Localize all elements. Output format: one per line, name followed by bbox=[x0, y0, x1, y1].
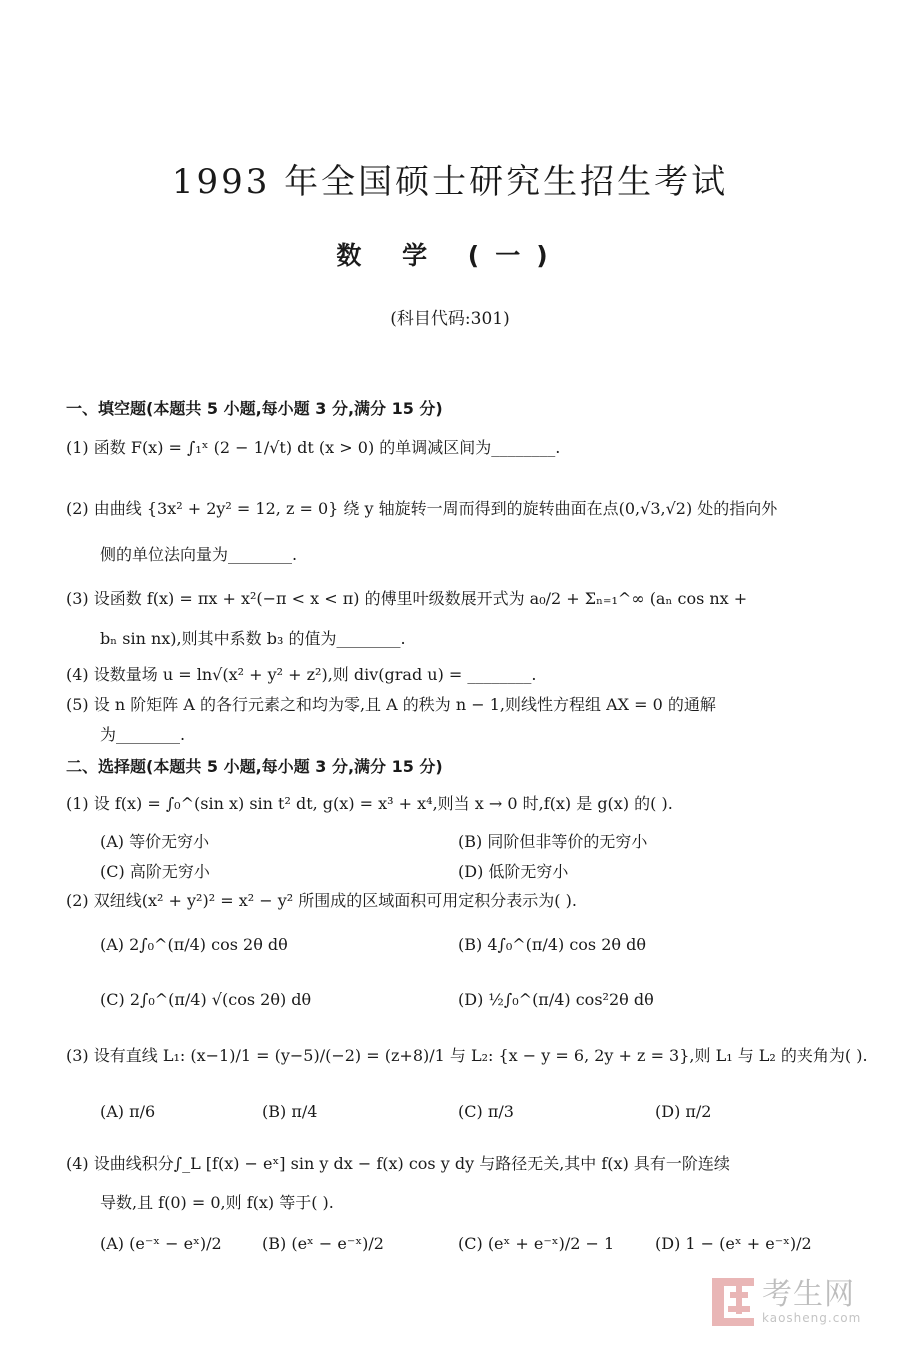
s2-q2-option-c: (C) 2∫₀^(π/4) √(cos 2θ) dθ bbox=[100, 990, 312, 1009]
s2-question-3: (3) 设有直线 L₁: (x−1)/1 = (y−5)/(−2) = (z+8)/1 与 L₂: {x − y = 6, 2y + z = 3},则 L₁ 与 L₂ 的夹角为( ). bbox=[66, 1046, 868, 1065]
exam-subject: 数 学 (一) bbox=[336, 241, 564, 270]
s2-q4-option-a: (A) (e⁻ˣ − eˣ)/2 bbox=[100, 1234, 222, 1253]
s1-question-5-cont: 为________. bbox=[100, 725, 186, 744]
s2-question-4-cont: 导数,且 f(0) = 0,则 f(x) 等于( ). bbox=[100, 1193, 334, 1212]
s1-question-2: (2) 由曲线 {3x² + 2y² = 12, z = 0} 绕 y 轴旋转一周而得到的旋转曲面在点(0,√3,√2) 处的指向外 bbox=[66, 499, 778, 518]
s1-question-5: (5) 设 n 阶矩阵 A 的各行元素之和均为零,且 A 的秩为 n − 1,则线性方程组 AX = 0 的通解 bbox=[66, 695, 716, 714]
s2-q1-option-b: (B) 同阶但非等价的无穷小 bbox=[458, 832, 648, 851]
section-1-heading: 一、填空题(本题共 5 小题,每小题 3 分,满分 15 分) bbox=[66, 399, 443, 418]
s2-q1-option-d: (D) 低阶无穷小 bbox=[458, 862, 569, 881]
s2-q2-option-d: (D) ½∫₀^(π/4) cos²2θ dθ bbox=[458, 990, 654, 1009]
s1-question-2-cont: 侧的单位法向量为________. bbox=[100, 545, 298, 564]
exam-title: 1993 年全国硕士研究生招生考试 bbox=[171, 162, 729, 202]
s2-q4-option-b: (B) (eˣ − e⁻ˣ)/2 bbox=[262, 1234, 384, 1253]
s2-q2-option-b: (B) 4∫₀^(π/4) cos 2θ dθ bbox=[458, 935, 646, 954]
s2-question-2: (2) 双纽线(x² + y²)² = x² − y² 所围成的区域面积可用定积分表示为( ). bbox=[66, 891, 577, 910]
s2-q1-option-a: (A) 等价无穷小 bbox=[100, 832, 210, 851]
s2-q4-option-c: (C) (eˣ + e⁻ˣ)/2 − 1 bbox=[458, 1234, 615, 1253]
s1-question-3-cont: bₙ sin nx),则其中系数 b₃ 的值为________. bbox=[100, 629, 406, 648]
subject-code: (科目代码:301) bbox=[390, 309, 510, 329]
s2-q3-option-c: (C) π/3 bbox=[458, 1102, 514, 1121]
s2-q4-option-d: (D) 1 − (eˣ + e⁻ˣ)/2 bbox=[655, 1234, 812, 1253]
s1-question-3: (3) 设函数 f(x) = πx + x²(−π < x < π) 的傅里叶级数展开式为 a₀/2 + Σₙ₌₁^∞ (aₙ cos nx + bbox=[66, 589, 748, 608]
watermark-url: kaosheng.com bbox=[762, 1311, 862, 1325]
s2-question-1: (1) 设 f(x) = ∫₀^(sin x) sin t² dt, g(x) = x³ + x⁴,则当 x → 0 时,f(x) 是 g(x) 的( ). bbox=[66, 794, 673, 813]
s2-q3-option-d: (D) π/2 bbox=[655, 1102, 712, 1121]
s2-q3-option-a: (A) π/6 bbox=[100, 1102, 156, 1121]
s2-q3-option-b: (B) π/4 bbox=[262, 1102, 318, 1121]
s2-q2-option-a: (A) 2∫₀^(π/4) cos 2θ dθ bbox=[100, 935, 288, 954]
s2-q1-option-c: (C) 高阶无穷小 bbox=[100, 862, 210, 881]
s2-question-4: (4) 设曲线积分∫_L [f(x) − eˣ] sin y dx − f(x) cos y dy 与路径无关,其中 f(x) 具有一阶连续 bbox=[66, 1154, 730, 1173]
section-2-heading: 二、选择题(本题共 5 小题,每小题 3 分,满分 15 分) bbox=[66, 757, 443, 776]
watermark bbox=[712, 1278, 861, 1326]
watermark-text: 考生网 bbox=[762, 1277, 855, 1312]
s1-question-4: (4) 设数量场 u = ln√(x² + y² + z²),则 div(grad u) = ________. bbox=[66, 665, 537, 684]
s1-question-1: (1) 函数 F(x) = ∫₁ˣ (2 − 1/√t) dt (x > 0) 的单调减区间为________. bbox=[66, 438, 561, 457]
watermark-logo-icon bbox=[712, 1278, 754, 1326]
